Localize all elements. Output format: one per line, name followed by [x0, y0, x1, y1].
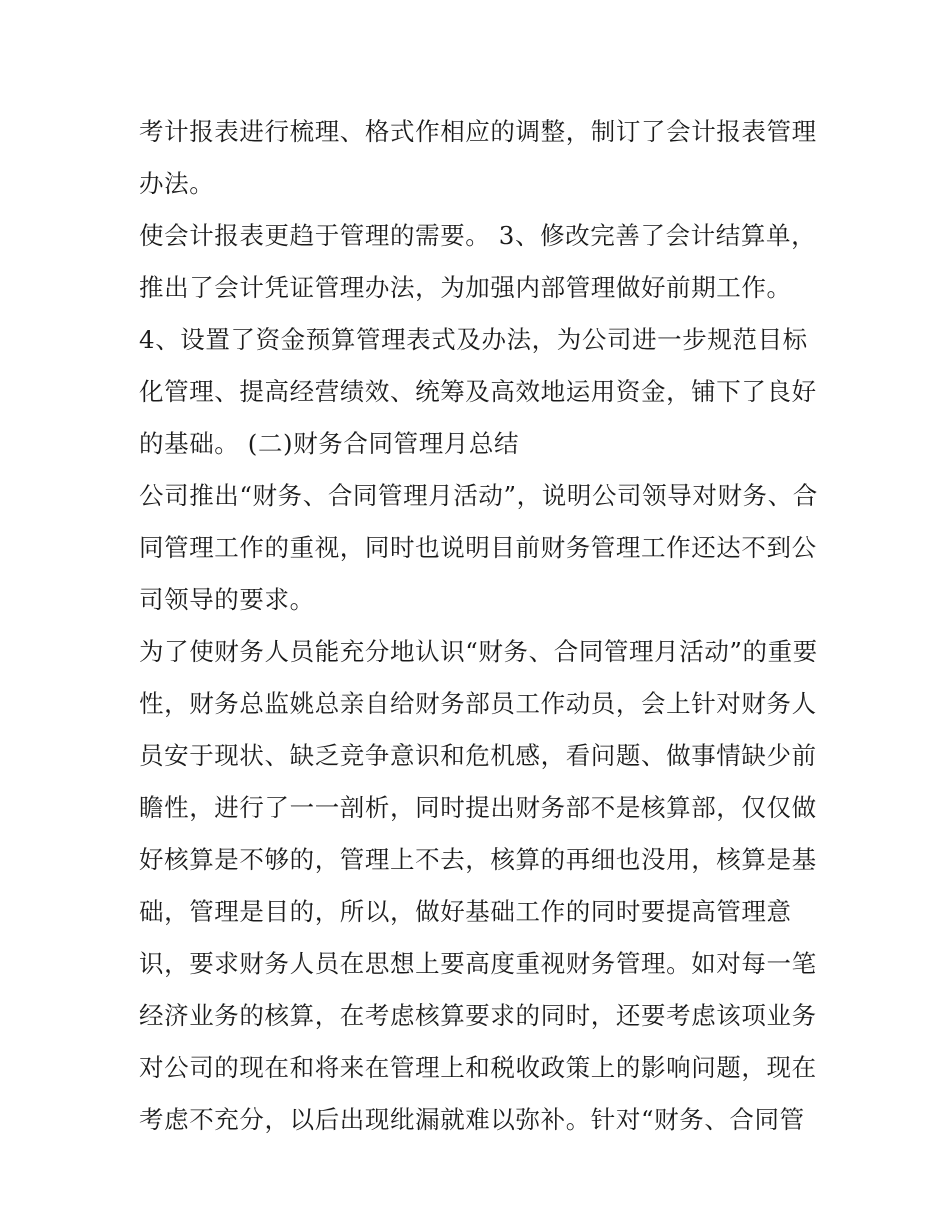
text-line: 员安于现状、缺乏竞争意识和危机感，看问题、做事情缺少前	[139, 741, 817, 770]
text-line: 经济业务的核算，在考虑核算要求的同时，还要考虑该项业务	[139, 1001, 817, 1030]
text-line: 的基础。 (二)财务合同管理月总结	[139, 429, 520, 458]
text-line: 瞻性，进行了一一剖析，同时提出财务部不是核算部，仅仅做	[139, 793, 817, 822]
text-line: 好核算是不够的，管理上不去，核算的再细也没用，核算是基	[139, 845, 817, 874]
text-line: 推出了会计凭证管理办法，为加强内部管理做好前期工作。	[139, 273, 792, 302]
text-line: 4、设置了资金预算管理表式及办法，为公司进一步规范目标	[139, 325, 808, 354]
text-line: 使会计报表更趋于管理的需要。 3、修改完善了会计结算单，	[139, 221, 817, 250]
text-line: 础，管理是目的，所以，做好基础工作的同时要提高管理意	[139, 897, 792, 926]
text-line: 为了使财务人员能充分地认识“财务、合同管理月活动”的重要	[139, 637, 818, 666]
text-line: 识，要求财务人员在思想上要高度重视财务管理。如对每一笔	[139, 949, 817, 978]
body-text	[139, 106, 819, 1146]
text-line: 考虑不充分，以后出现纰漏就难以弥补。针对“财务、合同管	[139, 1105, 805, 1134]
text-line: 对公司的现在和将来在管理上和税收政策上的影响问题，现在	[139, 1053, 817, 1082]
text-line: 性，财务总监姚总亲自给财务部员工作动员，会上针对财务人	[139, 689, 817, 718]
text-line: 同管理工作的重视，同时也说明目前财务管理工作还达不到公	[139, 533, 817, 562]
text-line: 办法。	[139, 169, 215, 198]
text-line: 考计报表进行梳理、格式作相应的调整，制订了会计报表管理	[139, 117, 817, 146]
text-line: 化管理、提高经营绩效、统筹及高效地运用资金，铺下了良好	[139, 377, 817, 406]
text-line: 司领导的要求。	[139, 585, 315, 614]
text-line: 公司推出“财务、合同管理月活动”，说明公司领导对财务、合	[139, 481, 818, 510]
